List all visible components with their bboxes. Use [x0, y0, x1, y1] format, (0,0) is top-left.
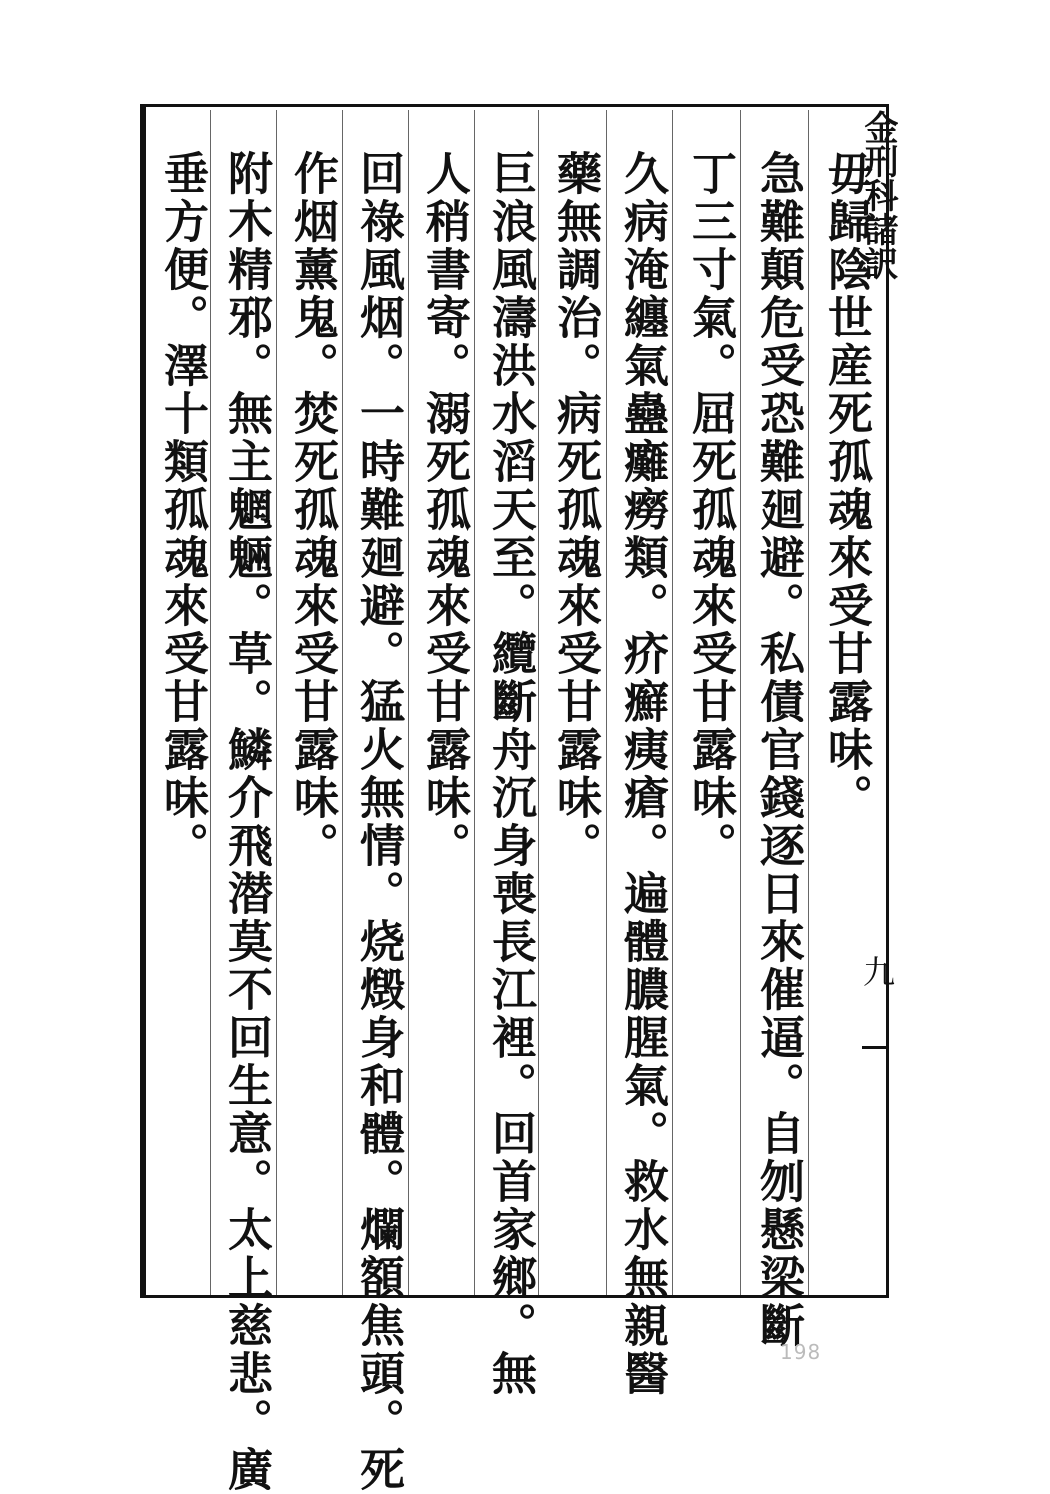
column-rule	[474, 110, 475, 1295]
text-column-1: 毋歸陰世産死孤魂來受甘露味。	[820, 150, 873, 822]
text-column-10: 附木精邪。無主魍魎。草。鱗介飛潜莫不回生意。太上慈悲。廣	[220, 150, 273, 1494]
text-column-3: 丁三寸氣。屈死孤魂來受甘露味。	[684, 150, 737, 870]
text-column-5: 藥無調治。病死孤魂來受甘露味。	[549, 150, 602, 870]
text-column-6: 巨浪風濤洪水滔天至。纜斷舟沉身喪長江裡。回首家鄉。無	[484, 150, 537, 1398]
text-column-2: 急難顛危受恐難廻避。私債官錢逐日來催逼。自刎懸梁斷	[752, 150, 805, 1350]
text-column-7: 人稍書寄。溺死孤魂來受甘露味。	[418, 150, 471, 870]
fold-margin-mark	[862, 1046, 886, 1049]
fold-margin-title: 金刑科諸訳	[858, 110, 898, 280]
column-rule	[672, 110, 673, 1295]
column-rule	[606, 110, 607, 1295]
column-rule	[276, 110, 277, 1295]
page-number: 198	[780, 1340, 822, 1364]
fold-margin-folio: 九	[858, 955, 896, 987]
column-rule	[740, 110, 741, 1295]
text-column-8: 回祿風烟。一時難廻避。猛火無情。烧燬身和體。爛額焦頭。死	[352, 150, 405, 1494]
text-column-9: 作烟薰鬼。焚死孤魂來受甘露味。	[286, 150, 339, 870]
column-rule	[342, 110, 343, 1295]
text-column-4: 久病淹纏氣蠱癱癆類。疥癬痍瘡。遍體膿腥氣。救水無親醫	[616, 150, 669, 1398]
column-rule	[408, 110, 409, 1295]
text-column-11: 垂方便。澤十類孤魂來受甘露味。	[156, 150, 209, 870]
column-rule	[808, 110, 809, 1295]
